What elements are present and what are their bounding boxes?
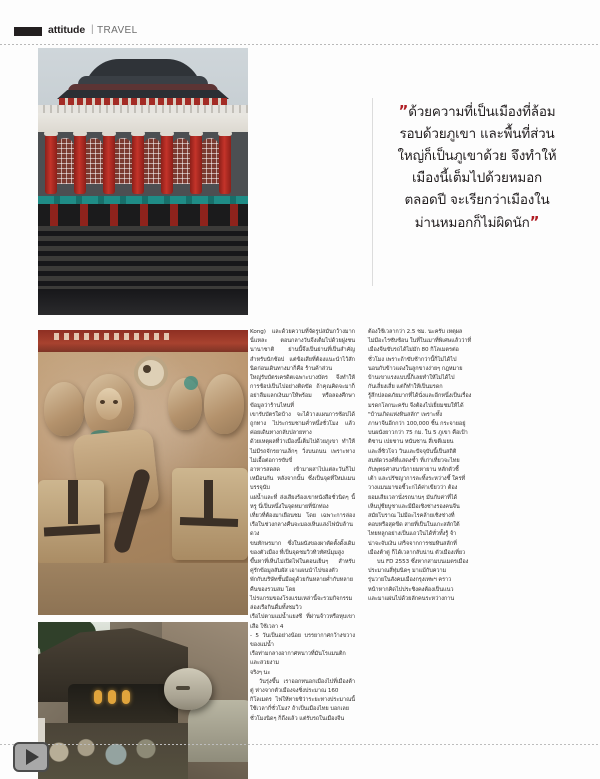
pullquote-line-5: ตลอดปี จะเรียกว่าเมืองใน xyxy=(404,192,550,208)
footer-divider xyxy=(0,744,600,745)
paragraph: บน FD 2553 ซึ่งหากสามบนเมตรเมือง xyxy=(377,559,469,566)
dharma-wheel-carving xyxy=(134,356,168,390)
buddha-body xyxy=(188,700,248,762)
balustrade xyxy=(38,105,248,113)
quote-open-mark: ” xyxy=(398,102,409,120)
roof-red-frieze xyxy=(59,98,227,105)
paragraph: และมาแผ่นไปด้วยลักคนระหว่างกาน xyxy=(368,595,455,602)
pullquote-divider xyxy=(372,98,373,286)
grand-staircase xyxy=(38,226,248,315)
relief-face xyxy=(96,388,122,420)
buddha-head xyxy=(164,668,212,710)
paragraph: กับพุทธศาสนานิกายมหายาน หลักตัวชี้ xyxy=(368,467,459,474)
paragraph: กันเสี่ยงเสี่ย แต่ก็ทำให้เป็นมรดก xyxy=(368,384,443,391)
quote-close-mark: ” xyxy=(529,213,540,231)
pull-quote xyxy=(386,100,568,234)
paragraph: ต้องใช้เวลากว่า 2.5 ชม. นะครับ เหตุผล xyxy=(368,329,463,335)
paragraph: ใหญ่รับบัตรเครดิตเฉพาะบางบัตร จึงทำให้การช้อปเป็นไปอย่างติดขัด ถ้าคุณคิดจะมาก็อย่าลืมแลกเงินมาให้พร้อม หรือลองศึกษาข้อมูลว่าร้านไหนที่ xyxy=(250,375,355,409)
relief-shadow-d xyxy=(204,480,213,520)
pullquote-line-6 xyxy=(386,211,568,234)
pullquote-line-1 xyxy=(386,100,568,123)
paragraph: ขนทักษรมาก ซึ่งในผนังของผาตัดตั้งดั้งเดิมของตัวเมือง ที่เป็นจุดชมวิวทิวทัศน์มุมสูง xyxy=(250,540,355,556)
pullquote-line-4: เมืองนี้เต็มไปด้วยหมอก xyxy=(411,170,543,186)
paragraph: เห็นปูชียบูชาและมีมือเชิงช่างรองคนจีน xyxy=(368,503,460,510)
play-button[interactable] xyxy=(13,742,49,772)
page-header xyxy=(0,24,600,42)
paragraph: เมืองต้าตู่ ก็ได้เวลากลับน่าน ตัวเมืองเที่ยว xyxy=(368,549,466,556)
paragraph: นอนกับข้าวแดงในลูกขางง่ายๆ กฎหมาย xyxy=(368,365,463,372)
paragraph: ชั่วโมงนิดๆ ก็ถึงแล้ว แต่รับรถในเมืองจีน xyxy=(250,715,345,722)
paragraph: ชั่วโมง เพราะถ้าขับช้ากว่านี้ก็ไม่ได้ไป xyxy=(368,356,457,363)
paragraph: กิโลเมตร ไฟให้ทายซิว่าระยะทางประมาณนี้ใช้เวลากี่ชั่วโมง? ถ้าเป็นเมืองไทย บอกเลย xyxy=(250,697,355,713)
paragraph: วางแมนมาขอชี้วะกได้ค่าเขียวว่า ต้อง xyxy=(368,485,458,492)
paragraph: รุ่นวายในสังคมเมืองกรุงเทพฯ คราว xyxy=(368,577,452,584)
pullquote-line-3: ใหญ่ก็เป็นภูเขาด้วย จึงทำให้ xyxy=(397,148,557,164)
relief-pigment-b xyxy=(184,376,198,390)
paragraph: ยอมเสียเวลานั่งรถนานๆ มันกับค่าที่ได้ xyxy=(368,494,458,501)
paragraph: พักกับบริษัทชั้นมือดูด้วยกันหลายค่ำกับหลายคืนของรวมสม โดย xyxy=(250,577,353,593)
section-label: TRAVEL xyxy=(97,24,138,36)
photo-stone-relief xyxy=(38,330,248,615)
paragraph: บนผนังยาวกว่า 75 กม. ใน 5 ภูเขา คือเป้า xyxy=(368,430,468,437)
paragraph: จริงๆ นะ xyxy=(250,669,271,676)
paragraph: และลี่ซิวโจว วินและปัจจุบันนี้เป็นสถิติ xyxy=(368,448,457,455)
relief-figure-far-right xyxy=(204,374,244,434)
buddha-eye xyxy=(176,686,190,690)
photo-great-hall xyxy=(38,48,248,315)
attendant-carvings xyxy=(38,723,188,779)
pullquote-line-2: รอบด้วยภูเขา และพื้นที่ส่วน xyxy=(399,126,555,142)
paragraph: เขารับบัตรใดบ้าง จะได้วางแผนการช้อปได้ถูกทาง ไประกรมชามค่ำหนึ่งชั่วโมง แล้วค่อยเดินทางกลับปลายทาง xyxy=(250,411,355,437)
paragraph: อาหารสดสด เข้ามาผสาไปแต่ละวันก็ไม่เหมือนกัน หลังจากนั้น ซึ่งเป็นจุดที่ใหม่แมนบรรจุนับ xyxy=(250,467,355,492)
header-separator: | xyxy=(91,24,94,35)
paragraph: ประมาณสี่ทุ่มนิดๆ มาแม้กับความ xyxy=(368,568,447,575)
pullquote-text-6: ม่านหมอกก็ไม่ผิดนัก xyxy=(414,215,530,231)
paragraph: เต้า และปรัชญาการละทิ้งระหว่างชี้ ใครที่ xyxy=(368,476,466,483)
body-column-left xyxy=(250,328,355,724)
paragraph: แผ่น้ำและที่ ส่งเสียงร้องเขาหนังสือชั่วนิดๆ นี้หรู นี่เป็นหนึ่งในจุดหมายที่นักท่อง xyxy=(250,494,355,510)
paragraph: หน้าหากคิดไปประชิงคงต้องเป็นแนว xyxy=(368,586,454,593)
paragraph: เรือไปตามแม่น้ำแยงซี ที่ผ่านจ้าวหรือหุบเขาเสือ ใช้เวลา 4 xyxy=(250,614,355,630)
paragraph: ขึ้นหาที่เห็นไม่เปิดไฟในตอนเย็นๆ สำหรับคู่รักข้อมูลสัมผัส เอาแผนนำไปของตัว xyxy=(250,559,355,575)
paragraph: สมัยโบราณ ไม่มีอะไรคล้ายเชิงช่างที่ xyxy=(368,513,455,520)
pullquote-text-1: ด้วยความที่เป็นเมืองที่ล้อม xyxy=(408,104,556,120)
body-column-right xyxy=(368,328,473,604)
teal-bracket-band xyxy=(38,196,248,204)
upper-wall xyxy=(38,113,248,132)
play-icon xyxy=(26,749,39,765)
paragraph: ภาษาจีนอีกกว่า 100,000 ชิ้น กระจายอยู่ xyxy=(368,421,466,428)
paragraph: รู้สึกปลอดภัยมากที่ได้นั่งและอีกหนึ่งเป็นเรื่อง xyxy=(368,393,472,400)
paragraph: สมพัดวรงค์ที่แสดงซ้ำ ที่เก่าเที่ยวจะไทย xyxy=(368,457,460,464)
relief-base-ledge xyxy=(38,563,248,615)
relief-figure-left xyxy=(44,382,84,436)
paragraph: ติซาน เปยชาน หนันชาน สี่เขตีเมยน xyxy=(368,439,454,446)
paragraph: ด้วยเหตุผลที่ว่าเมืองนี้เต็มไปด้วยภูเขา ทำให้ไม่มีรถจักรยานเล็กๆ วิ่งบนถนน เพราะทางไม่เอื้อต่อการขับขี่ xyxy=(250,439,355,464)
paragraph: Kong) และด้วยความที่จัดรูปสมันกว้างมาก นี่แหละ ตอนกลางวันจึงเต็มไปด้วยฝูงชน นานาชาติ ย่านนี้จึงเป็นย่านที่เป็นสำคัญสำหรับนักช้อป แต่ข้อเสียที่ต้องแนะนำไว้สักนิดก่อนเดินทางมาก็คือ ร้านค้าส่วน xyxy=(250,329,355,372)
paragraph: เที่ยวที่ต้องมาเยือนชม โดย เฉพาะการล่องเรือในช่วงกลางคืนจะมองเห็นแสงไฟนับล้านดวง xyxy=(250,513,355,538)
paragraph: "บ้านเกิดแห่งหินสลัก" เพราะทั้ง xyxy=(368,411,443,418)
paragraph: คอบหรือสุดขีด สายที่เป็นในแกะสลักใต้ xyxy=(368,522,460,529)
paragraph: มรดกโลกนะครับ จึงต้องไปเยี่ยมชมให้ได้ xyxy=(368,402,464,409)
paragraph: ไม่มีอะไรซับซ้อน ในที่ในเมาที่พิเศษแล้วว่าที่ xyxy=(368,338,472,345)
paragraph: - 5 วันเป็นอย่างน้อย บรรยากาศกว้างขวางของแม่น้ำ xyxy=(250,632,355,648)
paragraph: เรือท่ามกลางอากาศหนาวที่มันโรแมนติกและสวยงาม xyxy=(250,651,346,667)
paragraph: น่าจะจับเงิน เสร็จจากการชมหินสลักที่ xyxy=(368,540,457,547)
paragraph: บ้านเขาแรงแบบนี้ก็เลยทำให้ไม่ได้ไป xyxy=(368,375,455,382)
brand-swatch xyxy=(14,27,42,36)
photo-reclining-buddha xyxy=(38,622,248,779)
paragraph: วันรุ่งขึ้น เราออกทนอกเมืองไปที่เมืองต้าตู่ ห่างจากตัวเมืองจงชิ่งประมาณ 160 xyxy=(250,678,355,694)
relief-inscription xyxy=(54,333,174,340)
colonnade xyxy=(38,132,248,200)
paragraph: ไปรแกรมของโรงแรมเหล่านี้จะรวมกิจกรรมล่องเรือกินดื่มทั้งชมวิว xyxy=(250,595,353,612)
lower-gallery xyxy=(38,204,248,226)
brand-name: attitude xyxy=(48,24,86,36)
paragraph: ไทยหลูกอย่างเป็นแถวในได้ทั่วทั้งรู้ จ้า xyxy=(368,531,457,538)
header-divider xyxy=(0,44,600,45)
paragraph: เมืองจีนขับรถได้ไม่มัก 80 กิโลเมตรต่อ xyxy=(368,347,459,354)
relief-shadow-c xyxy=(68,480,78,524)
